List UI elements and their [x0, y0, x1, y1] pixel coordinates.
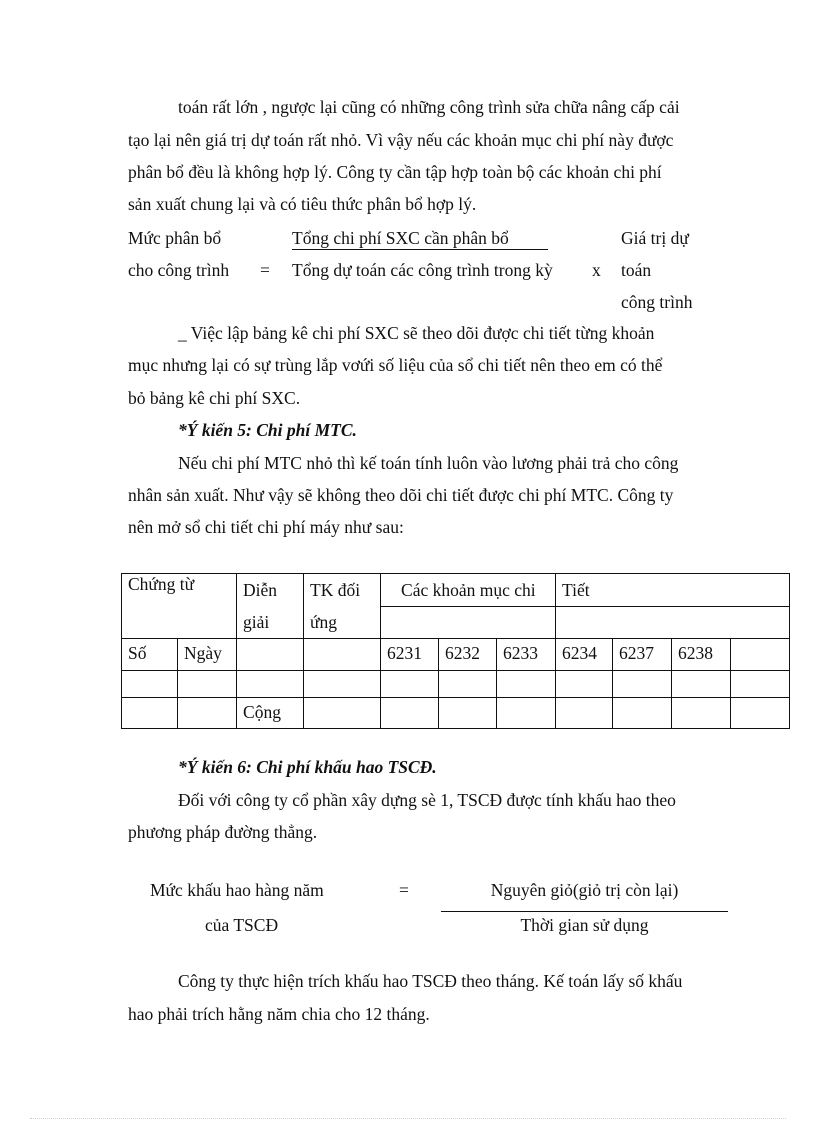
para4-line-2: phương pháp đường thẳng. — [128, 822, 318, 842]
col-number: Số — [122, 639, 178, 671]
cost-items-subheader-left — [381, 607, 556, 639]
para1-line-1: toán rất lớn , ngược lại cũng có những công trình sửa chữa nâng cấp cải — [178, 97, 680, 117]
formula2-equals: = — [399, 880, 409, 900]
formula1-right-line-3: công trình — [621, 292, 693, 312]
formula1-times: x — [592, 260, 601, 280]
code-6237: 6237 — [613, 639, 672, 671]
code-6233: 6233 — [497, 639, 556, 671]
code-6238: 6238 — [672, 639, 731, 671]
cell-empty — [731, 639, 790, 671]
table-row-empty — [122, 671, 790, 698]
code-6231: 6231 — [381, 639, 439, 671]
description-header-line-1: Diễn — [243, 580, 278, 600]
para3-line-1: Nếu chi phí MTC nhỏ thì kế toán tính luôn vào lương phải trả cho công — [178, 453, 679, 473]
formula1-fraction-bar — [292, 249, 548, 250]
heading-opinion-6: *Ý kiến 6: Chi phí khấu hao TSCĐ. — [178, 757, 437, 777]
account-header-line-2: ứng — [310, 612, 338, 632]
para3-line-2: nhân sản xuất. Như vậy sẽ không theo dõi chi tiết được chi phí MTC. Công ty — [128, 485, 674, 505]
total-row-label: Cộng — [237, 698, 304, 729]
heading-opinion-5: *Ý kiến 5: Chi phí MTC. — [178, 420, 357, 440]
page-bottom-border — [30, 1118, 786, 1119]
formula2-left-line-2: của TSCĐ — [205, 915, 279, 935]
para4-line-1: Đối với công ty cổ phần xây dựng sè 1, TSCĐ được tính khấu hao theo — [178, 790, 676, 810]
cell-empty — [304, 639, 381, 671]
formula1-equals: = — [260, 260, 270, 280]
description-header-line-2: giải — [243, 612, 270, 632]
formula1-left-line-2: cho công trình — [128, 260, 230, 280]
account-header-line-1: TK đối — [310, 580, 361, 600]
cost-items-header-detail: Tiết — [556, 574, 790, 607]
para5-line-2: hao phải trích hằng năm chia cho 12 tháng. — [128, 1004, 430, 1024]
formula1-right-line-2: toán — [621, 260, 652, 280]
formula2-left-line-1: Mức khấu hao hàng năm — [150, 880, 324, 900]
table-row-total — [122, 698, 790, 729]
para2-line-1: _ Việc lập bảng kê chi phí SXC sẽ theo dõi được chi tiết từng khoản — [178, 323, 655, 343]
formula1-left-line-1: Mức phân bổ — [128, 228, 222, 248]
cost-items-header: Các khoản mục chi — [381, 574, 556, 607]
para1-line-4: sản xuất chung lại và có tiêu thức phân bổ hợp lý. — [128, 194, 477, 214]
formula1-denominator: Tổng dự toán các công trình trong kỳ — [292, 260, 553, 280]
para1-line-2: tạo lại nên giá trị dự toán rất nhỏ. Vì vậy nếu các khoản mục chi phí này được — [128, 130, 674, 150]
formula2-numerator: Nguyên giỏ(giỏ trị còn lại) — [490, 880, 679, 900]
code-6232: 6232 — [439, 639, 497, 671]
para1-line-3: phân bổ đều là không hợp lý. Công ty cần tập hợp toàn bộ các khoản chi phí — [128, 162, 662, 182]
cost-items-subheader-right — [556, 607, 790, 639]
para2-line-3: bỏ bảng kê chi phí SXC. — [128, 388, 301, 408]
description-header — [237, 574, 304, 639]
machine-cost-table — [121, 573, 790, 729]
formula1-numerator: Tổng chi phí SXC cần phân bổ — [292, 228, 509, 248]
formula2-denominator: Thời gian sử dụng — [520, 915, 649, 935]
para5-line-1: Công ty thực hiện trích khấu hao TSCĐ theo tháng. Kế toán lấy số khấu — [178, 971, 683, 991]
cell-empty — [237, 639, 304, 671]
formula2-fraction-bar — [441, 911, 728, 912]
code-6234: 6234 — [556, 639, 613, 671]
col-date: Ngày — [178, 639, 237, 671]
formula1-right-line-1: Giá trị dự — [621, 228, 689, 248]
table-header-row-1 — [122, 574, 790, 607]
voucher-header: Chứng từ — [122, 574, 237, 639]
table-subheader-row — [122, 639, 790, 671]
account-header — [304, 574, 381, 639]
para3-line-3: nên mở sổ chi tiết chi phí máy như sau: — [128, 517, 404, 537]
para2-line-2: mục nhưng lại có sự trùng lắp vơứi số liệu của sổ chi tiết nên theo em có thể — [128, 355, 663, 375]
